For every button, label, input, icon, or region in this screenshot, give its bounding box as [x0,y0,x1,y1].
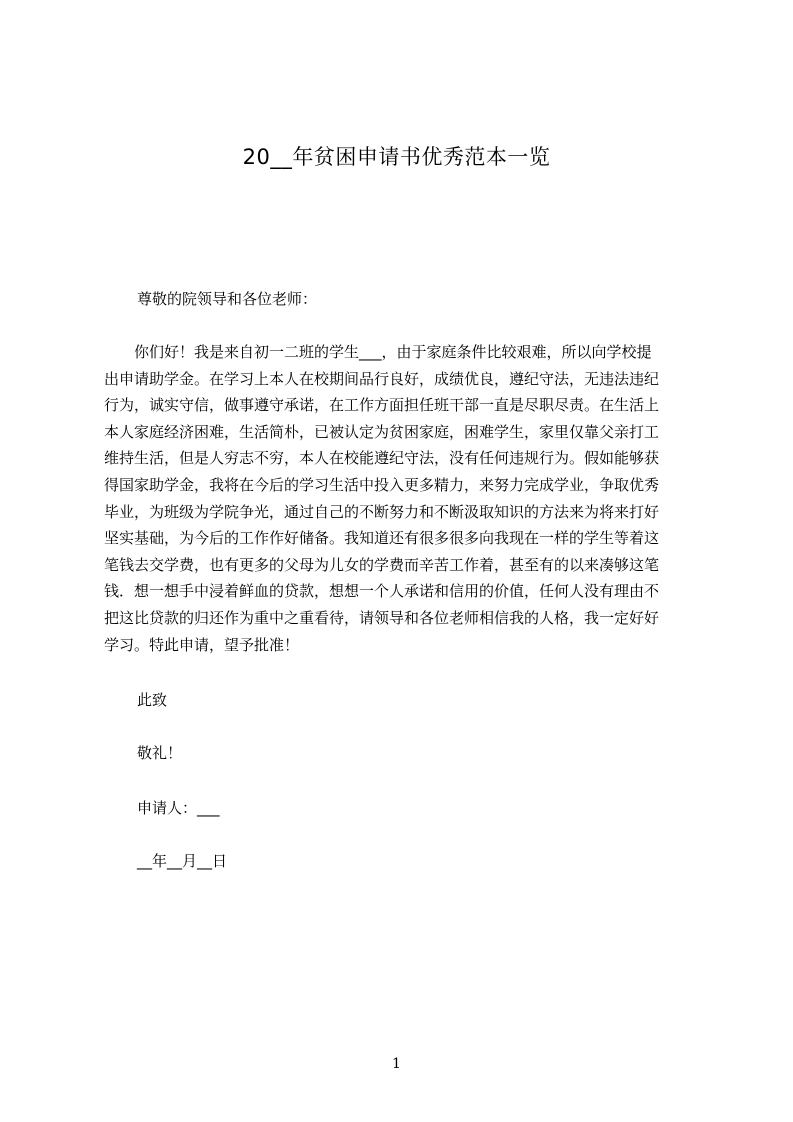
closing-cizhi: 此致 [137,691,168,709]
body-line: 把这比贷款的归还作为重中之重看待，请领导和各位老师相信我的人格，我一定好好 [104,608,660,627]
body-line: 你们好！我是来自初一二班的学生___，由于家庭条件比较艰难，所以向学校提 [104,343,652,361]
applicant-signature: 申请人：___ [137,799,220,817]
document-title: 20__年贫困申请书优秀范本一览 [242,145,551,169]
body-line: 得国家助学金，我将在今后的学习生活中投入更多精力，来努力完成学业，争取优秀 [104,475,660,494]
body-line: 坚实基础，为今后的工作作好储备。我知道还有很多很多向我现在一样的学生等着这 [104,529,660,548]
date-line: __年__月__日 [137,852,228,870]
page-number: 1 [392,1056,401,1072]
body-line: 维持生活，但是人穷志不穷，本人在校能遵纪守法，没有任何违规行为。假如能够获 [104,449,660,468]
body-paragraph [104,341,702,660]
body-line: 行为，诚实守信，做事遵守承诺，在工作方面担任班干部一直是尽职尽责。在生活上 [104,396,660,415]
body-line: 毕业，为班级为学院争光，通过自己的不断努力和不断汲取知识的方法来为将来打好 [104,502,660,521]
body-line: 本人家庭经济困难，生活简朴，已被认定为贫困家庭，困难学生，家里仅靠父亲打工 [104,422,660,441]
closing-jingli: 敬礼！ [137,744,183,762]
salutation: 尊敬的院领导和各位老师： [137,290,318,308]
body-line: 笔钱去交学费，也有更多的父母为儿女的学费而辛苦工作着，甚至有的以来凑够这笔 [104,555,660,574]
body-line: 学习。特此申请，望予批准！ [104,635,300,654]
body-line: 出申请助学金。在学习上本人在校期间品行良好，成绩优良，遵纪守法，无违法违纪 [104,369,660,388]
body-line: 钱．想一想手中浸着鲜血的贷款，想想一个人承诺和信用的价值，任何人没有理由不 [104,582,660,601]
